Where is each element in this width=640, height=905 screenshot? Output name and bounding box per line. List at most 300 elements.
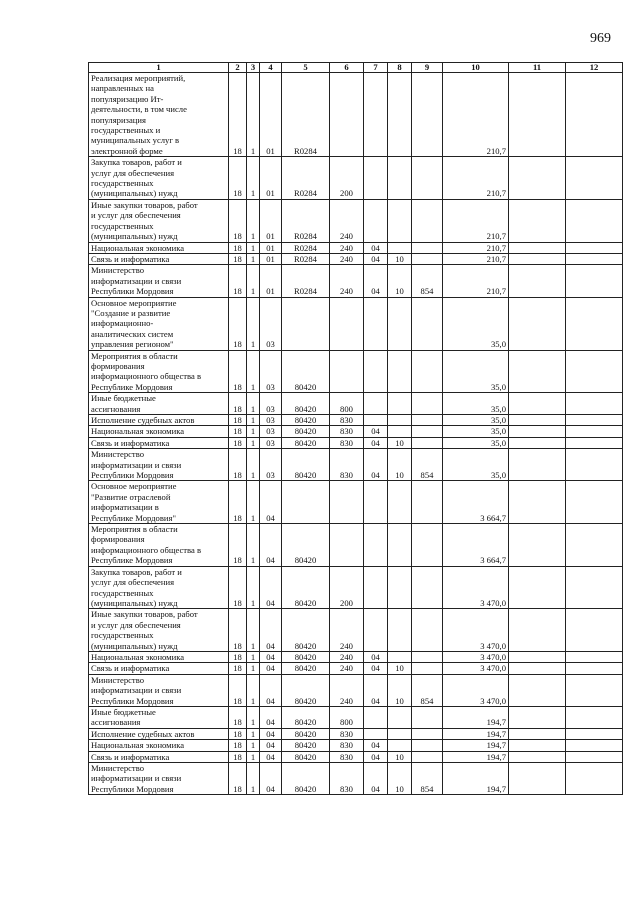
row-name-cell: Мероприятия в области формирования информационного общества в Республике Мордовия [89, 350, 229, 393]
expense-type-cell: 240 [330, 651, 364, 662]
budget-subsection-cell [388, 524, 412, 567]
table-row [89, 199, 623, 242]
section-code-cell: 1 [247, 706, 260, 728]
column-11-cell [509, 651, 566, 662]
expense-type-cell: 200 [330, 566, 364, 609]
table-row [89, 751, 623, 762]
column-12-cell [566, 674, 623, 706]
column-11-cell [509, 706, 566, 728]
target-article-cell: 80420 [282, 609, 330, 652]
budget-subsection-cell: 10 [388, 253, 412, 264]
ministry-code-cell: 18 [229, 740, 247, 751]
row-name-cell: Министерство информатизации и связи Республики Мордовия [89, 449, 229, 481]
row-name-cell: Связь и информатика [89, 751, 229, 762]
column-11-cell [509, 253, 566, 264]
amount-cell: 194,7 [443, 706, 509, 728]
column-12-cell [566, 242, 623, 253]
expense-type-cell: 240 [330, 199, 364, 242]
table-row [89, 157, 623, 200]
expense-type-cell [330, 481, 364, 524]
row-name-cell: Закупка товаров, работ и услуг для обеспечения государственных (муниципальных) нужд [89, 566, 229, 609]
amount-cell: 194,7 [443, 728, 509, 739]
column-11-cell [509, 157, 566, 200]
budget-section-cell: 04 [364, 437, 388, 448]
budget-section-cell [364, 73, 388, 157]
row-name-cell: Связь и информатика [89, 437, 229, 448]
page-number: 969 [590, 31, 611, 46]
column-12-cell [566, 706, 623, 728]
table-row [89, 393, 623, 415]
table-row [89, 524, 623, 567]
admin-code-cell [412, 73, 443, 157]
target-article-cell: 80420 [282, 763, 330, 795]
subsection-code-cell: 03 [260, 297, 282, 350]
row-name-cell: Реализация мероприятий, направленных на популяризацию Ит- деятельности, в том числе популяризация государственных и муниципальных услуг в электронной форме [89, 73, 229, 157]
subsection-code-cell: 04 [260, 763, 282, 795]
budget-section-cell [364, 157, 388, 200]
ministry-code-cell: 18 [229, 651, 247, 662]
budget-subsection-cell: 10 [388, 763, 412, 795]
section-code-cell: 1 [247, 242, 260, 253]
ministry-code-cell: 18 [229, 265, 247, 297]
admin-code-cell: 854 [412, 763, 443, 795]
ministry-code-cell: 18 [229, 157, 247, 200]
target-article-cell: R0284 [282, 242, 330, 253]
amount-cell: 210,7 [443, 199, 509, 242]
expense-type-cell: 830 [330, 449, 364, 481]
amount-cell: 210,7 [443, 242, 509, 253]
amount-cell: 35,0 [443, 415, 509, 426]
column-11-cell [509, 415, 566, 426]
budget-section-cell: 04 [364, 651, 388, 662]
amount-cell: 35,0 [443, 437, 509, 448]
budget-section-cell: 04 [364, 449, 388, 481]
amount-cell: 3 470,0 [443, 651, 509, 662]
column-12-cell [566, 751, 623, 762]
column-12-cell [566, 426, 623, 437]
subsection-code-cell: 04 [260, 740, 282, 751]
target-article-cell: 80420 [282, 449, 330, 481]
column-11-cell [509, 73, 566, 157]
budget-section-cell [364, 481, 388, 524]
subsection-code-cell: 03 [260, 426, 282, 437]
row-name-cell: Национальная экономика [89, 651, 229, 662]
expense-type-cell: 200 [330, 157, 364, 200]
budget-subsection-cell: 10 [388, 751, 412, 762]
section-code-cell: 1 [247, 751, 260, 762]
admin-code-cell: 854 [412, 449, 443, 481]
column-11-cell [509, 740, 566, 751]
section-code-cell: 1 [247, 728, 260, 739]
section-code-cell: 1 [247, 265, 260, 297]
table-row [89, 449, 623, 481]
budget-section-cell [364, 350, 388, 393]
section-code-cell: 1 [247, 763, 260, 795]
budget-section-cell [364, 728, 388, 739]
admin-code-cell [412, 426, 443, 437]
column-12-cell [566, 157, 623, 200]
table-row [89, 609, 623, 652]
row-name-cell: Основное мероприятие "Развитие отраслевой информатизации в Республике Мордовия" [89, 481, 229, 524]
budget-section-cell: 04 [364, 426, 388, 437]
column-11-cell [509, 674, 566, 706]
ministry-code-cell: 18 [229, 199, 247, 242]
row-name-cell: Мероприятия в области формирования информационного общества в Республике Мордовия [89, 524, 229, 567]
column-11-cell [509, 663, 566, 674]
column-11-cell [509, 449, 566, 481]
subsection-code-cell: 03 [260, 350, 282, 393]
admin-code-cell [412, 706, 443, 728]
column-11-cell [509, 566, 566, 609]
budget-section-cell [364, 415, 388, 426]
budget-subsection-cell [388, 242, 412, 253]
budget-table [88, 62, 623, 795]
amount-cell: 35,0 [443, 426, 509, 437]
column-12-cell [566, 481, 623, 524]
budget-subsection-cell [388, 393, 412, 415]
column-12-cell [566, 566, 623, 609]
header-row [89, 63, 623, 73]
column-12-cell [566, 297, 623, 350]
column-11-cell [509, 524, 566, 567]
ministry-code-cell: 18 [229, 674, 247, 706]
budget-subsection-cell [388, 481, 412, 524]
row-name-cell: Министерство информатизации и связи Республики Мордовия [89, 265, 229, 297]
admin-code-cell [412, 253, 443, 264]
section-code-cell: 1 [247, 297, 260, 350]
section-code-cell: 1 [247, 449, 260, 481]
budget-section-cell: 04 [364, 751, 388, 762]
column-12-cell [566, 265, 623, 297]
ministry-code-cell: 18 [229, 706, 247, 728]
column-header-2: 2 [229, 63, 247, 73]
section-code-cell: 1 [247, 393, 260, 415]
ministry-code-cell: 18 [229, 242, 247, 253]
ministry-code-cell: 18 [229, 297, 247, 350]
expense-type-cell [330, 350, 364, 393]
admin-code-cell [412, 651, 443, 662]
table-row [89, 253, 623, 264]
admin-code-cell [412, 415, 443, 426]
column-11-cell [509, 199, 566, 242]
subsection-code-cell: 03 [260, 449, 282, 481]
section-code-cell: 1 [247, 609, 260, 652]
target-article-cell: 80420 [282, 751, 330, 762]
expense-type-cell: 240 [330, 609, 364, 652]
column-11-cell [509, 481, 566, 524]
ministry-code-cell: 18 [229, 751, 247, 762]
expense-type-cell: 800 [330, 393, 364, 415]
admin-code-cell [412, 524, 443, 567]
section-code-cell: 1 [247, 740, 260, 751]
amount-cell: 210,7 [443, 265, 509, 297]
budget-section-cell [364, 297, 388, 350]
budget-section-cell: 04 [364, 663, 388, 674]
ministry-code-cell: 18 [229, 566, 247, 609]
amount-cell: 3 470,0 [443, 566, 509, 609]
target-article-cell: 80420 [282, 350, 330, 393]
target-article-cell: 80420 [282, 415, 330, 426]
row-name-cell: Исполнение судебных актов [89, 728, 229, 739]
budget-section-cell: 04 [364, 740, 388, 751]
subsection-code-cell: 04 [260, 524, 282, 567]
admin-code-cell [412, 242, 443, 253]
admin-code-cell [412, 157, 443, 200]
budget-section-cell [364, 199, 388, 242]
table-row [89, 426, 623, 437]
expense-type-cell: 240 [330, 253, 364, 264]
budget-subsection-cell: 10 [388, 449, 412, 481]
row-name-cell: Национальная экономика [89, 426, 229, 437]
amount-cell: 3 664,7 [443, 481, 509, 524]
column-11-cell [509, 265, 566, 297]
table-row [89, 437, 623, 448]
target-article-cell: 80420 [282, 663, 330, 674]
expense-type-cell: 240 [330, 663, 364, 674]
row-name-cell: Министерство информатизации и связи Республики Мордовия [89, 763, 229, 795]
section-code-cell: 1 [247, 157, 260, 200]
budget-subsection-cell [388, 426, 412, 437]
amount-cell: 194,7 [443, 763, 509, 795]
column-12-cell [566, 437, 623, 448]
table-row [89, 740, 623, 751]
expense-type-cell: 830 [330, 426, 364, 437]
expense-type-cell: 240 [330, 265, 364, 297]
table-row [89, 763, 623, 795]
budget-section-cell [364, 609, 388, 652]
target-article-cell: 80420 [282, 566, 330, 609]
subsection-code-cell: 01 [260, 265, 282, 297]
expense-type-cell: 240 [330, 674, 364, 706]
ministry-code-cell: 18 [229, 728, 247, 739]
section-code-cell: 1 [247, 73, 260, 157]
ministry-code-cell: 18 [229, 393, 247, 415]
row-name-cell: Иные закупки товаров, работ и услуг для обеспечения государственных (муниципальных) нужд [89, 609, 229, 652]
amount-cell: 35,0 [443, 393, 509, 415]
ministry-code-cell: 18 [229, 73, 247, 157]
amount-cell: 194,7 [443, 751, 509, 762]
subsection-code-cell: 04 [260, 706, 282, 728]
subsection-code-cell: 03 [260, 393, 282, 415]
ministry-code-cell: 18 [229, 524, 247, 567]
section-code-cell: 1 [247, 481, 260, 524]
expense-type-cell: 830 [330, 740, 364, 751]
table-row [89, 674, 623, 706]
amount-cell: 3 470,0 [443, 609, 509, 652]
column-header-5: 5 [282, 63, 330, 73]
section-code-cell: 1 [247, 350, 260, 393]
expense-type-cell: 240 [330, 242, 364, 253]
table-row [89, 265, 623, 297]
target-article-cell [282, 297, 330, 350]
table-row [89, 297, 623, 350]
table-row [89, 706, 623, 728]
row-name-cell: Иные бюджетные ассигнования [89, 393, 229, 415]
column-11-cell [509, 763, 566, 795]
column-11-cell [509, 609, 566, 652]
ministry-code-cell: 18 [229, 663, 247, 674]
column-11-cell [509, 437, 566, 448]
target-article-cell: 80420 [282, 740, 330, 751]
column-header-1: 1 [89, 63, 229, 73]
ministry-code-cell: 18 [229, 437, 247, 448]
budget-subsection-cell: 10 [388, 265, 412, 297]
expense-type-cell: 830 [330, 728, 364, 739]
subsection-code-cell: 04 [260, 663, 282, 674]
table-row [89, 350, 623, 393]
admin-code-cell [412, 740, 443, 751]
expense-type-cell: 800 [330, 706, 364, 728]
amount-cell: 35,0 [443, 449, 509, 481]
section-code-cell: 1 [247, 199, 260, 242]
column-12-cell [566, 253, 623, 264]
table-row [89, 481, 623, 524]
table-row [89, 73, 623, 157]
target-article-cell: 80420 [282, 651, 330, 662]
subsection-code-cell: 01 [260, 242, 282, 253]
subsection-code-cell: 01 [260, 253, 282, 264]
target-article-cell: 80420 [282, 426, 330, 437]
ministry-code-cell: 18 [229, 609, 247, 652]
column-header-4: 4 [260, 63, 282, 73]
admin-code-cell [412, 663, 443, 674]
section-code-cell: 1 [247, 651, 260, 662]
budget-subsection-cell [388, 350, 412, 393]
subsection-code-cell: 03 [260, 415, 282, 426]
budget-section-cell: 04 [364, 674, 388, 706]
budget-section-cell [364, 706, 388, 728]
column-12-cell [566, 449, 623, 481]
ministry-code-cell: 18 [229, 481, 247, 524]
column-12-cell [566, 728, 623, 739]
budget-section-cell [364, 524, 388, 567]
subsection-code-cell: 04 [260, 651, 282, 662]
budget-section-cell: 04 [364, 253, 388, 264]
column-12-cell [566, 415, 623, 426]
expense-type-cell: 830 [330, 763, 364, 795]
admin-code-cell [412, 297, 443, 350]
ministry-code-cell: 18 [229, 415, 247, 426]
row-name-cell: Министерство информатизации и связи Республики Мордовия [89, 674, 229, 706]
expense-type-cell: 830 [330, 751, 364, 762]
budget-subsection-cell [388, 73, 412, 157]
target-article-cell: R0284 [282, 199, 330, 242]
expense-type-cell [330, 524, 364, 567]
section-code-cell: 1 [247, 566, 260, 609]
table-row [89, 663, 623, 674]
column-header-9: 9 [412, 63, 443, 73]
column-11-cell [509, 728, 566, 739]
column-header-11: 11 [509, 63, 566, 73]
column-12-cell [566, 740, 623, 751]
amount-cell: 3 470,0 [443, 674, 509, 706]
column-12-cell [566, 350, 623, 393]
target-article-cell: 80420 [282, 674, 330, 706]
admin-code-cell [412, 728, 443, 739]
table-row [89, 242, 623, 253]
subsection-code-cell: 04 [260, 751, 282, 762]
table-body [89, 73, 623, 795]
section-code-cell: 1 [247, 253, 260, 264]
table-row [89, 651, 623, 662]
column-header-6: 6 [330, 63, 364, 73]
column-11-cell [509, 242, 566, 253]
expense-type-cell [330, 73, 364, 157]
row-name-cell: Основное мероприятие "Создание и развитие информационно- аналитических систем управления регионом" [89, 297, 229, 350]
table-row [89, 566, 623, 609]
amount-cell: 210,7 [443, 157, 509, 200]
budget-subsection-cell [388, 199, 412, 242]
budget-subsection-cell [388, 740, 412, 751]
ministry-code-cell: 18 [229, 449, 247, 481]
admin-code-cell [412, 199, 443, 242]
subsection-code-cell: 04 [260, 481, 282, 524]
ministry-code-cell: 18 [229, 763, 247, 795]
admin-code-cell [412, 566, 443, 609]
column-12-cell [566, 763, 623, 795]
target-article-cell: R0284 [282, 157, 330, 200]
budget-section-cell [364, 566, 388, 609]
budget-subsection-cell [388, 566, 412, 609]
column-header-8: 8 [388, 63, 412, 73]
column-12-cell [566, 393, 623, 415]
section-code-cell: 1 [247, 674, 260, 706]
expense-type-cell: 830 [330, 415, 364, 426]
amount-cell: 3 664,7 [443, 524, 509, 567]
row-name-cell: Иные бюджетные ассигнования [89, 706, 229, 728]
column-header-12: 12 [566, 63, 623, 73]
budget-subsection-cell [388, 415, 412, 426]
amount-cell: 3 470,0 [443, 663, 509, 674]
column-11-cell [509, 751, 566, 762]
subsection-code-cell: 04 [260, 674, 282, 706]
subsection-code-cell: 04 [260, 566, 282, 609]
column-12-cell [566, 609, 623, 652]
subsection-code-cell: 04 [260, 609, 282, 652]
column-header-10: 10 [443, 63, 509, 73]
amount-cell: 210,7 [443, 73, 509, 157]
column-12-cell [566, 663, 623, 674]
budget-subsection-cell [388, 651, 412, 662]
target-article-cell: 80420 [282, 437, 330, 448]
subsection-code-cell: 01 [260, 199, 282, 242]
column-12-cell [566, 651, 623, 662]
row-name-cell: Связь и информатика [89, 253, 229, 264]
budget-subsection-cell: 10 [388, 437, 412, 448]
table-row [89, 728, 623, 739]
ministry-code-cell: 18 [229, 426, 247, 437]
section-code-cell: 1 [247, 524, 260, 567]
section-code-cell: 1 [247, 663, 260, 674]
expense-type-cell [330, 297, 364, 350]
subsection-code-cell: 03 [260, 437, 282, 448]
admin-code-cell: 854 [412, 674, 443, 706]
column-11-cell [509, 350, 566, 393]
target-article-cell: R0284 [282, 73, 330, 157]
column-12-cell [566, 73, 623, 157]
column-header-7: 7 [364, 63, 388, 73]
amount-cell: 210,7 [443, 253, 509, 264]
section-code-cell: 1 [247, 437, 260, 448]
amount-cell: 35,0 [443, 350, 509, 393]
budget-section-cell: 04 [364, 265, 388, 297]
section-code-cell: 1 [247, 415, 260, 426]
amount-cell: 35,0 [443, 297, 509, 350]
target-article-cell: 80420 [282, 728, 330, 739]
column-header-3: 3 [247, 63, 260, 73]
target-article-cell: R0284 [282, 265, 330, 297]
admin-code-cell [412, 751, 443, 762]
